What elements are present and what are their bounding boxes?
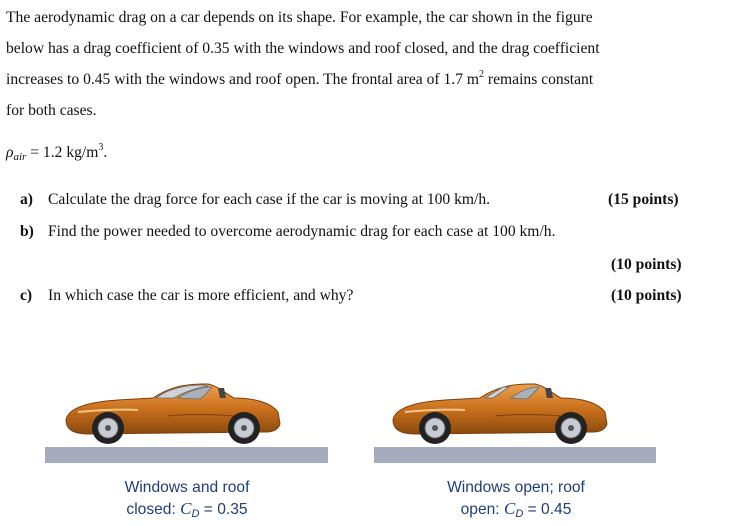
question-text: Find the power needed to overcome aerodynamic drag for each case at 100 km/h. xyxy=(48,223,556,240)
points-a: (15 points) xyxy=(608,191,679,208)
rho-symbol: ρ xyxy=(6,144,14,161)
question-a xyxy=(20,191,490,209)
intro-line-4: for both cases. xyxy=(6,102,97,119)
car-closed-illustration xyxy=(58,378,283,448)
question-label: b) xyxy=(20,223,34,240)
intro-line-1: The aerodynamic drag on a car depends on its shape. For example, the car shown in the figure xyxy=(6,9,593,26)
question-text: In which case the car is more efficient, and why? xyxy=(48,287,354,304)
points-b: (10 points) xyxy=(611,256,682,273)
caption-line: Windows and roof xyxy=(124,479,250,496)
road-right xyxy=(374,447,656,463)
caption-closed: Windows and roof closed: CD = 0.35 xyxy=(124,479,250,520)
points-c: (10 points) xyxy=(611,287,682,304)
caption-open: Windows open; roof open: CD = 0.45 xyxy=(447,479,585,520)
question-label: a) xyxy=(20,191,33,208)
air-density: ρair = 1.2 $kg/m^3$. xyxy=(6,142,108,163)
problem-statement xyxy=(6,2,718,126)
intro-line-3: increases to 0.45 with the windows and roof open. The frontal area of 1.7 $m^2$ remains constant xyxy=(6,69,594,88)
rho-subscript: air xyxy=(13,151,27,163)
intro-line-2: below has a drag coefficient of 0.35 with the windows and roof closed, and the drag coefficient xyxy=(6,40,600,57)
caption-line: Windows open; roof xyxy=(447,479,585,496)
question-label: c) xyxy=(20,287,33,304)
density-value: = 1.2 kg/m xyxy=(26,144,99,161)
density-exp: 3 xyxy=(98,142,104,153)
question-b xyxy=(20,223,555,241)
road-left xyxy=(45,447,328,463)
question-c xyxy=(20,287,353,305)
question-text: Calculate the drag force for each case if the car is moving at 100 km/h. xyxy=(48,191,491,208)
car-open-illustration xyxy=(385,378,610,448)
